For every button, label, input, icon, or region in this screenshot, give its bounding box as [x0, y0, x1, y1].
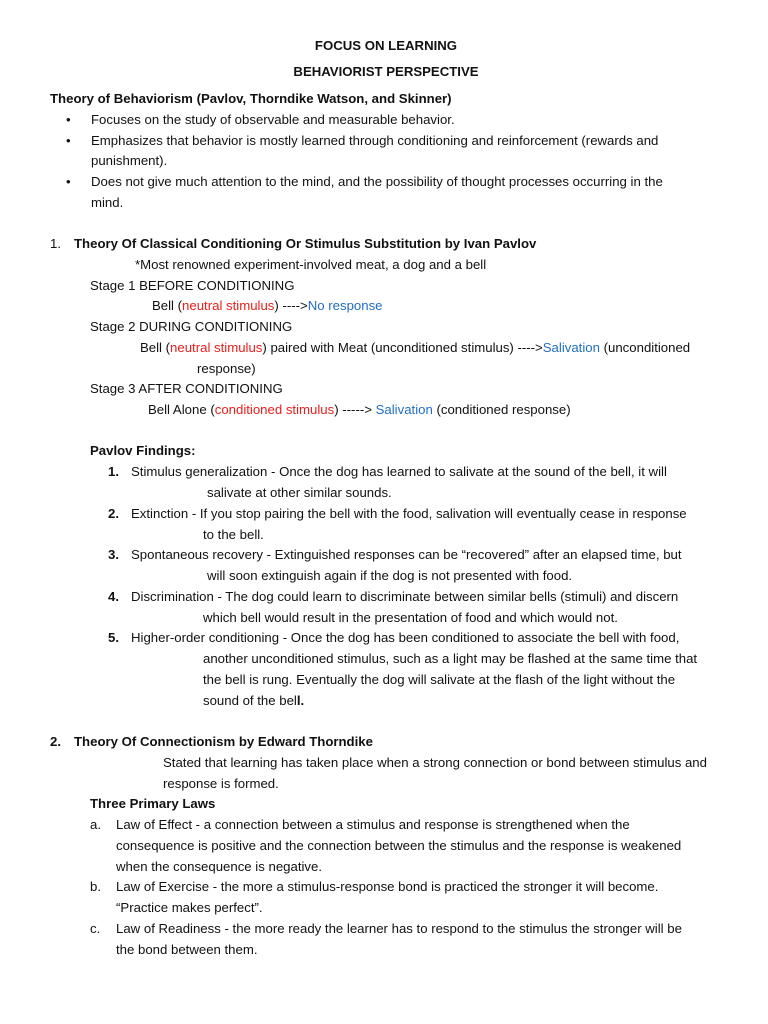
section-heading: Theory Of Classical Conditioning Or Stimulus Substitution by Ivan Pavlov — [74, 236, 537, 251]
bullet-text: mind. — [91, 195, 124, 210]
law-text: Law of Effect - a connection between a stimulus and response is strengthened when the — [116, 817, 630, 832]
page-subtitle: BEHAVIORIST PERSPECTIVE — [293, 64, 479, 79]
finding-text: will soon extinguish again if the dog is not presented with food. — [207, 568, 573, 583]
finding-text: salivate at other similar sounds. — [207, 485, 392, 500]
stage-label: Stage 1 BEFORE CONDITIONING — [90, 278, 295, 293]
finding-text: Discrimination - The dog could learn to discriminate between similar bells (stimuli) and discern — [131, 589, 679, 604]
theory-heading: Theory of Behaviorism (Pavlov, Thorndike Watson, and Skinner) — [50, 91, 452, 106]
laws-heading: Three Primary Laws — [90, 796, 216, 811]
finding-text: sound of the bell. — [203, 693, 305, 708]
bullet-icon: • — [66, 133, 71, 148]
finding-text: another unconditioned stimulus, such as a light may be flashed at the same time that — [203, 651, 698, 666]
bullet-text: Focuses on the study of observable and measurable behavior. — [91, 112, 455, 127]
finding-text: Spontaneous recovery - Extinguished responses can be “recovered” after an elapsed time, but — [131, 547, 682, 562]
section-desc: response is formed. — [163, 776, 279, 791]
bullet-text: Emphasizes that behavior is mostly learned through conditioning and reinforcement (rewards and — [91, 133, 659, 148]
finding-number: 3. — [108, 547, 119, 562]
stage-line: Bell Alone (conditioned stimulus) -----> Salivation (conditioned response) — [148, 402, 571, 417]
stage-line-cont: response) — [197, 361, 256, 376]
law-letter: b. — [90, 879, 101, 894]
finding-text: Extinction - If you stop pairing the bell with the food, salivation will eventually cease in response — [131, 506, 687, 521]
section-heading: Theory Of Connectionism by Edward Thorndike — [74, 734, 373, 749]
bullet-icon: • — [66, 112, 71, 127]
stage-line: Bell (neutral stimulus) ---->No response — [152, 298, 383, 313]
stage-label: Stage 3 AFTER CONDITIONING — [90, 381, 283, 396]
finding-text: to the bell. — [203, 527, 264, 542]
law-text: when the consequence is negative. — [116, 859, 323, 874]
finding-number: 4. — [108, 589, 119, 604]
bullet-icon: • — [66, 174, 71, 189]
bullet-text: punishment). — [91, 153, 168, 168]
law-text: the bond between them. — [116, 942, 258, 957]
law-text: consequence is positive and the connection between the stimulus and the response is weakened — [116, 838, 682, 853]
page-title: FOCUS ON LEARNING — [314, 38, 458, 53]
experiment-note: *Most renowned experiment-involved meat, a dog and a bell — [135, 257, 487, 272]
findings-heading: Pavlov Findings: — [90, 443, 196, 458]
finding-number: 5. — [108, 630, 119, 645]
section-number: 1. — [50, 236, 61, 251]
law-text: Law of Readiness - the more ready the learner has to respond to the stimulus the stronger will be — [116, 921, 682, 936]
finding-text: Stimulus generalization - Once the dog has learned to salivate at the sound of the bell, it will — [131, 464, 667, 479]
stage-line: Bell (neutral stimulus) paired with Meat (unconditioned stimulus) ---->Salivation (unconditioned — [140, 340, 691, 355]
finding-number: 1. — [108, 464, 119, 479]
finding-number: 2. — [108, 506, 119, 521]
law-letter: a. — [90, 817, 101, 832]
section-desc: Stated that learning has taken place when a strong connection or bond between stimulus and — [163, 755, 707, 770]
law-text: Law of Exercise - the more a stimulus-response bond is practiced the stronger it will become. — [116, 879, 659, 894]
finding-text: the bell is rung. Eventually the dog will salivate at the flash of the light without the — [203, 672, 676, 687]
finding-text: which bell would result in the presentation of food and which would not. — [203, 610, 618, 625]
section-number: 2. — [50, 734, 61, 749]
finding-text: Higher-order conditioning - Once the dog has been conditioned to associate the bell with food, — [131, 630, 680, 645]
stage-label: Stage 2 DURING CONDITIONING — [90, 319, 293, 334]
bullet-text: Does not give much attention to the mind, and the possibility of thought processes occurring in the — [91, 174, 663, 189]
law-text: “Practice makes perfect”. — [116, 900, 263, 915]
law-letter: c. — [90, 921, 101, 936]
